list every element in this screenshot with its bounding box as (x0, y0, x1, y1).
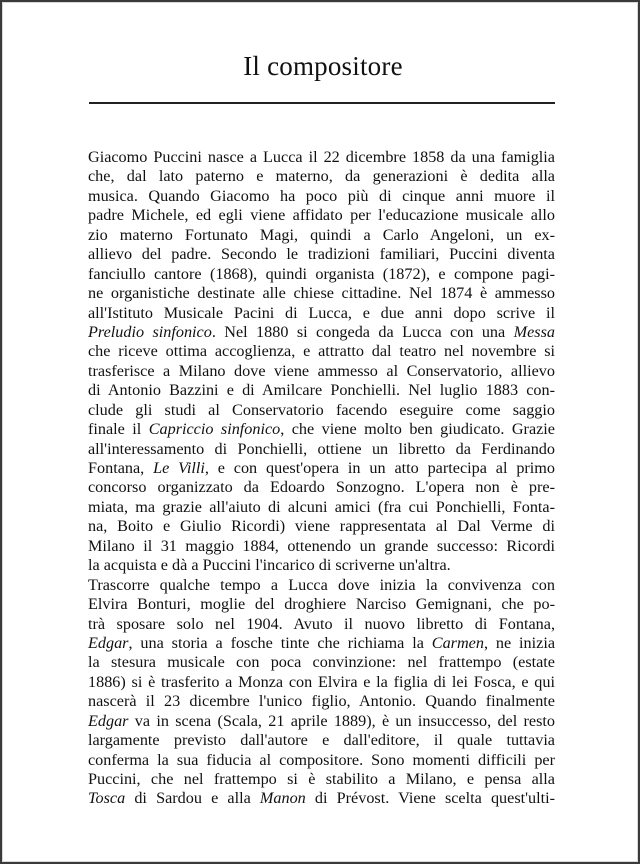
text-span: , che viene molto ben giudicato. Grazie (280, 420, 555, 439)
text-line (88, 576, 555, 595)
text-line (88, 712, 555, 731)
text-line (88, 789, 555, 808)
text-line (88, 342, 555, 361)
page-title: Il compositore (243, 51, 403, 81)
text-line (88, 148, 555, 167)
text-line (88, 206, 555, 225)
italic-title: Capriccio sinfonico (148, 420, 281, 439)
text-line (88, 381, 555, 400)
text-span: , una storia a fosche tinte che richiama la (128, 633, 432, 652)
text-span: all'Istituto Musicale Pacini di Lucca, e due anni dopo scrive il (88, 303, 555, 322)
text-line (88, 673, 555, 692)
text-span: Milano il 31 maggio 1884, ottenendo un grande successo: Ricordi (88, 536, 555, 555)
text-line (88, 731, 555, 750)
text-span: . Nel 1880 si congeda da Lucca con una (211, 322, 514, 341)
body-text (88, 148, 555, 809)
text-line (88, 692, 555, 711)
text-span: che riceve ottima accoglienza, e attratto dal teatro nel novembre si (88, 342, 555, 361)
text-span: Fontana, (88, 459, 154, 477)
text-line (88, 478, 555, 497)
text-span: , ne inizia (483, 633, 556, 652)
text-span: di Prévost. Viene scelta quest'ulti- (305, 789, 556, 808)
text-span: che, dal lato paterno e materno, da generazioni è dedita alla (88, 167, 555, 186)
text-span: Giacomo Puccini nasce a Lucca il 22 dicembre 1858 da una famiglia (88, 148, 555, 166)
text-line (88, 615, 555, 634)
text-span: zio materno Fortunato Magi, quindi a Carlo Angeloni, un ex- (88, 225, 555, 244)
text-span: na, Boito e Giulio Ricordi) viene rappresentata al Dal Verme di (88, 517, 555, 536)
title-rule (89, 102, 555, 104)
text-span: la acquista e dà a Puccini l'incarico di scriverne un'altra. (88, 556, 451, 575)
italic-title: Edgar (88, 633, 129, 652)
text-span: va in scena (Scala, 21 aprile 1889), è un insuccesso, del resto (128, 711, 555, 730)
text-span: Trascorre qualche tempo a Lucca dove inizia la convivenza con (88, 575, 555, 594)
text-line (88, 770, 555, 789)
text-line (88, 245, 555, 264)
text-span: miata, ma grazie all'aiuto di alcuni amici (fra cui Ponchielli, Fonta- (88, 497, 555, 516)
text-line (88, 167, 555, 186)
text-span: Elvira Bonturi, moglie del droghiere Narciso Gemignani, che po- (88, 595, 555, 614)
text-line (88, 323, 555, 342)
text-line (88, 362, 555, 381)
text-line (88, 751, 555, 770)
text-span: finale il (88, 420, 149, 439)
text-span: conferma la sua fiducia al compositore. Sono momenti difficili per (88, 750, 555, 769)
italic-title: Carmen (431, 633, 484, 652)
text-line (88, 634, 555, 653)
italic-title: Messa (513, 322, 555, 341)
text-span: clude gli studi al Conservatorio facendo eseguire come saggio (88, 400, 555, 419)
text-span: all'interessamento di Ponchielli, ottiene un libretto da Ferdinando (88, 439, 555, 458)
italic-title: Edgar (88, 711, 129, 730)
text-span: concorso organizzato da Edoardo Sonzogno. L'opera non è pre- (88, 478, 555, 497)
text-span: di Sardou e alla (125, 789, 260, 808)
text-line (88, 653, 555, 672)
text-span: la stesura musicale con poca convinzione: nel frattempo (estate (88, 653, 555, 672)
text-line (88, 498, 555, 517)
text-line (88, 420, 555, 439)
text-span: 1886) si è trasferito a Monza con Elvira e la figlia di lei Fosca, e qui (88, 672, 555, 691)
text-span: , e con quest'opera in un atto partecipa al primo (204, 459, 555, 477)
text-line (88, 401, 555, 420)
text-line (88, 284, 555, 303)
text-line (88, 440, 555, 459)
text-line (88, 187, 555, 206)
text-span: trà sposare solo nel 1904. Avuto il nuovo libretto di Fontana, (88, 614, 555, 633)
text-line (88, 459, 555, 478)
text-span: Puccini, che nel frattempo si è stabilito a Milano, e pensa alla (88, 770, 555, 788)
text-span: allievo del padre. Secondo le tradizioni familiari, Puccini diventa (88, 245, 555, 264)
paragraph (88, 576, 555, 809)
italic-title: Manon (259, 789, 306, 808)
text-line (88, 226, 555, 245)
text-line (88, 304, 555, 323)
text-span: padre Michele, ed egli viene affidato per l'educazione musicale allo (88, 206, 555, 225)
italic-title: Tosca (88, 789, 126, 808)
text-span: musica. Quando Giacomo ha poco più di cinque anni muore il (88, 186, 555, 205)
text-span: fanciullo cantore (1868), quindi organista (1872), e compone pagi- (88, 264, 555, 283)
text-span: largamente previsto dall'autore e dall'editore, il quale tuttavia (88, 731, 555, 750)
text-span: ne organistiche destinate alle chiese cittadine. Nel 1874 è ammesso (88, 284, 555, 303)
italic-title: Preludio sinfonico (88, 322, 212, 341)
text-line (88, 556, 555, 575)
document-page (2, 2, 638, 862)
text-line (88, 595, 555, 614)
text-line (88, 265, 555, 284)
text-line (88, 517, 555, 536)
text-span: nascerà il 23 dicembre l'unico figlio, Antonio. Quando finalmente (88, 692, 555, 711)
text-line (88, 537, 555, 556)
text-span: trasferisce a Milano dove viene ammesso al Conservatorio, allievo (88, 361, 555, 380)
italic-title: Le Villi (153, 459, 205, 477)
text-span: di Antonio Bazzini e di Amilcare Ponchielli. Nel luglio 1883 con- (88, 381, 555, 400)
paragraph (88, 148, 555, 576)
